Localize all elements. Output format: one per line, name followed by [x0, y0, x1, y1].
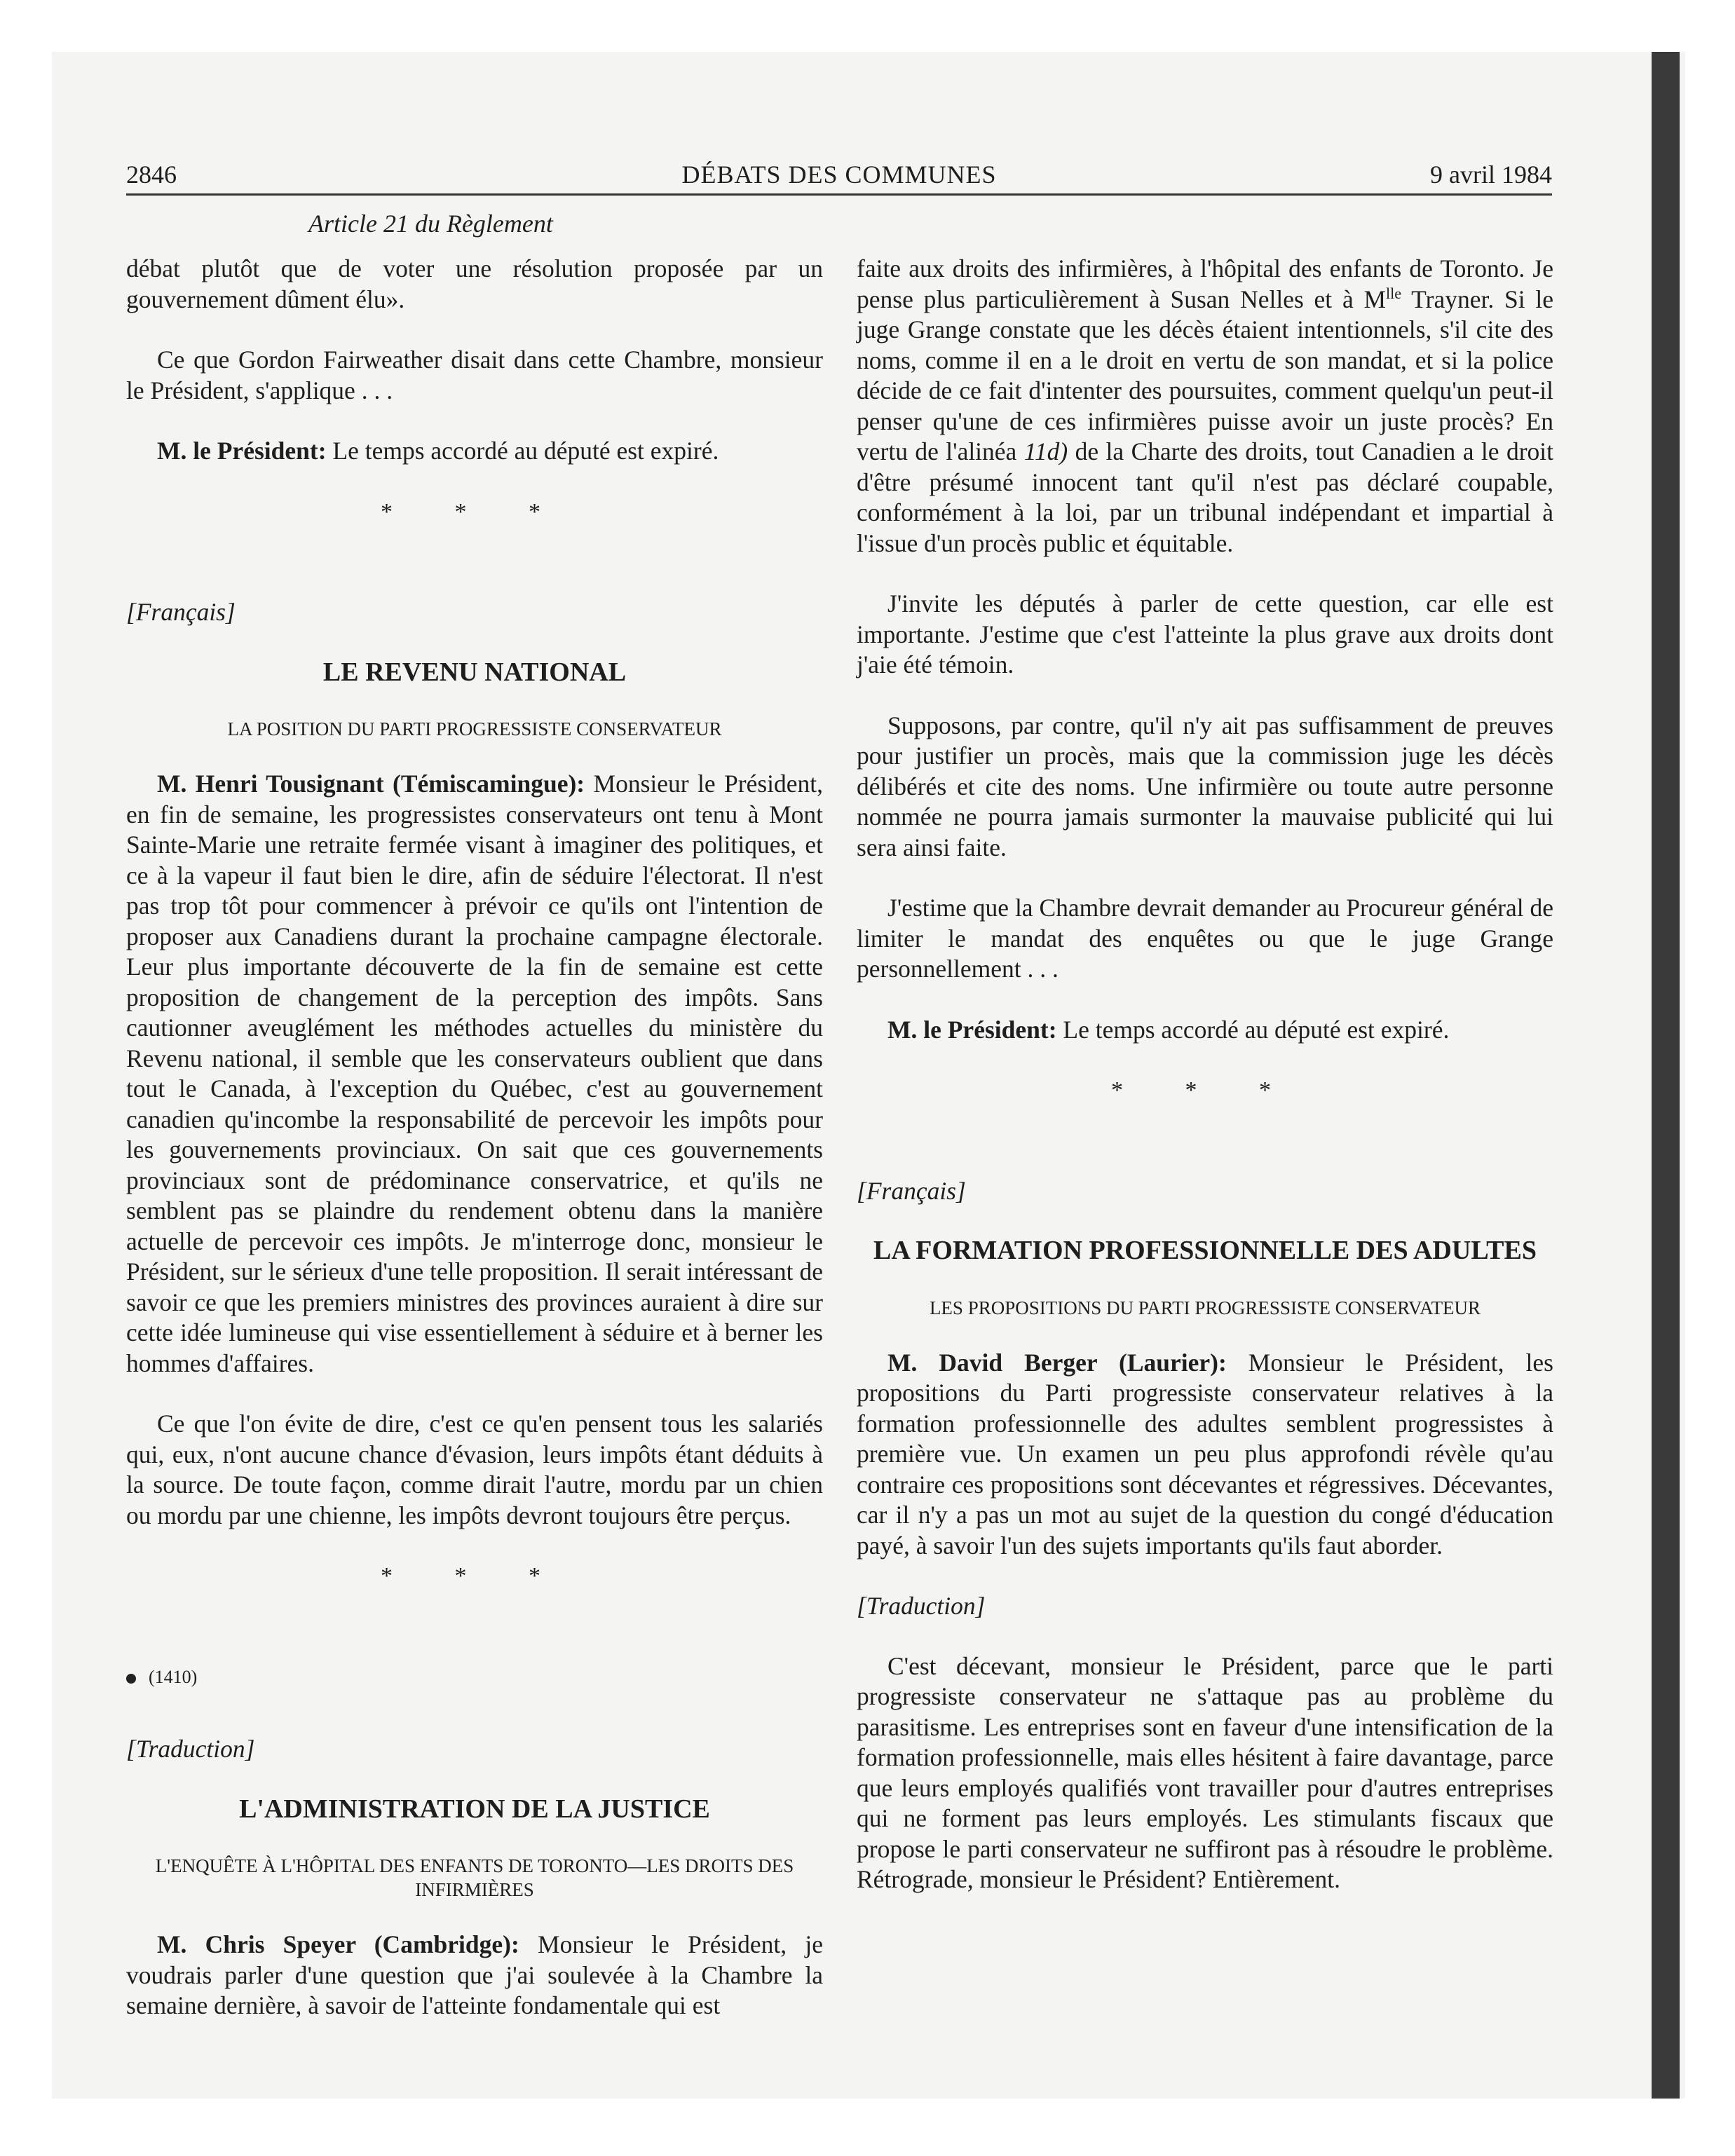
speaker-paragraph	[126, 1930, 823, 2021]
paragraph: débat plutôt que de voter une résolution proposée par un gouvernement dûment élu».	[126, 254, 823, 313]
section-heading: LE REVENU NATIONAL	[322, 657, 627, 687]
speaker-name: M. David Berger (Laurier):	[887, 1348, 1227, 1377]
speech-text: Le temps accordé au député est expiré.	[1056, 1015, 1450, 1044]
section-heading: LA FORMATION PROFESSIONNELLE DES ADULTES	[873, 1236, 1537, 1265]
language-note: [Traduction]	[126, 1735, 255, 1763]
section-subheading: L'ENQUÊTE À L'HÔPITAL DES ENFANTS DE TORONTO—LES DROITS DES INFIRMIÈRES	[155, 1855, 794, 1900]
right-column	[857, 254, 1553, 1925]
language-note: [Français]	[126, 598, 236, 626]
paragraph: Ce que Gordon Fairweather disait dans cette Chambre, monsieur le Président, s'applique . . .	[126, 346, 823, 404]
section-subheading: LES PROPOSITIONS DU PARTI PROGRESSISTE CONSERVATEUR	[929, 1297, 1481, 1318]
section-heading: L'ADMINISTRATION DE LA JUSTICE	[239, 1794, 710, 1824]
speaker-name: M. Henri Tousignant (Témiscamingue):	[157, 770, 585, 798]
left-column	[126, 254, 823, 2052]
section-rubric: Article 21 du Règlement	[308, 210, 553, 238]
time-marker	[126, 1662, 823, 1693]
superscript: lle	[1386, 284, 1402, 302]
section-separator: * * *	[381, 498, 569, 525]
page-number: 2846	[126, 161, 177, 189]
text-run: faite aux droits des infirmières, à l'hôpital des enfants de Toronto. Je pense plus particulièrement à Susan Nelles et à M	[857, 254, 1553, 313]
paragraph: C'est décevant, monsieur le Président, parce que le parti progressiste conservateur ne s'attaque pas au problème du parasitisme. Les entreprises sont en faveur d'une intensification de la formation professionnelle, mais elles hésitent à faire davantage, parce que leurs employés qualifiés vont travailler pour d'autres entreprises qui ne forment pas leurs employés. Les stimulants fiscaux que propose le parti conservateur ne suffiront pas à résoudre le problème. Rétrograde, monsieur le Président? Entièrement.	[857, 1651, 1553, 1893]
paragraph: J'estime que la Chambre devrait demander au Procureur général de limiter le mandat des enquêtes ou que le juge Grange personnellement . . .	[857, 894, 1553, 983]
speech-text: Monsieur le Président, en fin de semaine, les progressistes conservateurs ont tenu à Mont Sainte-Marie une retraite fermée visant à imaginer des politiques, et ce à la vapeur il faut bien le dire, afin de séduire l'électorat. Il n'est pas trop tôt pour commencer à prévoir ce qu'ils ont l'intention de proposer aux Canadiens durant la prochaine campagne électorale. Leur plus importante découverte de la fin de semaine est cette proposition de changement de la perception des impôts. Sans cautionner aveuglément les méthodes actuelles du ministère du Revenu national, il semble que les conservateurs oublient que dans tout le Canada, à l'exception du Québec, c'est au gouvernement canadien qu'incombe la responsabilité de percevoir les impôts pour les gouvernements provinciaux. On sait que ces gouvernements provinciaux sont de prédominance conservatrice, et qu'ils ne semblent pas se plaindre du rendement obtenu dans la manière actuelle de percevoir ces impôts. Je m'interroge donc, monsieur le Président, sur le sérieux d'une telle proposition. Il serait intéressant de savoir ce que les premiers ministres des provinces auraient à dire sur cette idée lumineuse qui vise essentiellement à séduire et à berner les hommes d'affaires.	[126, 770, 823, 1377]
publication-date: 9 avril 1984	[1430, 161, 1552, 189]
speaker-paragraph	[126, 769, 823, 1379]
paragraph: Supposons, par contre, qu'il n'y ait pas suffisamment de preuves pour justifier un procès, mais que la commission juge les décès délibérés et cite des noms. Une infirmière ou toute autre personne nommée ne pourra jamais surmonter la mauvaise publicité qui lui sera ainsi faite.	[857, 711, 1553, 861]
text-run: de la Charte des droits, tout Canadien a le droit d'être présumé innocent tant qu'il n'est pas déclaré coupable, conformément à la loi, par un tribunal indépendant et impartial à l'issue d'un procès public et équitable.	[857, 437, 1554, 557]
section-separator: * * *	[1111, 1077, 1299, 1103]
speaker-name: M. Chris Speyer (Cambridge):	[157, 1930, 519, 1958]
legal-reference: 11d)	[1023, 437, 1068, 465]
language-note: [Français]	[857, 1176, 966, 1205]
running-header	[126, 158, 1552, 196]
paragraph: J'invite les députés à parler de cette question, car elle est importante. J'estime que c'est l'atteinte la plus grave aux droits dont j'aie été témoin.	[857, 589, 1553, 678]
scan-edge-bar	[1652, 52, 1680, 2099]
speaker-name: M. le Président:	[157, 437, 327, 465]
text-run: Trayner. Si le juge Grange constate que les décès étaient intentionnels, s'il cite des noms, comme il en a le droit en vertu de son mandat, et si la police décide de ce fait d'intenter des poursuites, comment quelqu'un peut-il penser qu'une de ces infirmières puisse avoir un juste procès? En vertu de l'alinéa	[857, 285, 1553, 465]
speaker-name: M. le Président:	[887, 1015, 1057, 1044]
bullet-icon	[126, 1674, 136, 1684]
speech-text: Monsieur le Président, je voudrais parler d'une question que j'ai soulevée à la Chambre la semaine dernière, à savoir de l'atteinte fondamentale qui est	[126, 1930, 823, 2019]
speaker-paragraph	[857, 1348, 1553, 1562]
speaker-paragraph	[126, 436, 823, 467]
speech-text: Monsieur le Président, les propositions du Parti progressiste conservateur relatives à la formation professionnelle des adultes semblent progressistes à première vue. Un examen un peu plus approfondi révèle qu'au contraire ces propositions sont décevantes et régressives. Décevantes, car il n'y a pas un mot au sujet de la question du congé d'éducation payé, à savoir l'un des sujets importants qu'ils faut aborder.	[857, 1348, 1553, 1560]
publication-title: DÉBATS DES COMMUNES	[681, 161, 997, 189]
section-separator: * * *	[381, 1563, 569, 1589]
paragraph: Ce que l'on évite de dire, c'est ce qu'en pensent tous les salariés qui, eux, n'ont aucune chance d'évasion, leurs impôts étant déduits à la source. De toute façon, comme dirait l'autre, mordu par un chien ou mordu par une chienne, les impôts devront toujours être perçus.	[126, 1410, 823, 1529]
speech-text: Le temps accordé au député est expiré.	[326, 437, 719, 465]
time-stamp: (1410)	[149, 1666, 198, 1687]
section-subheading: LA POSITION DU PARTI PROGRESSISTE CONSERVATEUR	[227, 718, 722, 739]
speaker-paragraph	[857, 1015, 1553, 1046]
paragraph	[857, 254, 1553, 559]
language-note: [Traduction]	[857, 1592, 986, 1620]
